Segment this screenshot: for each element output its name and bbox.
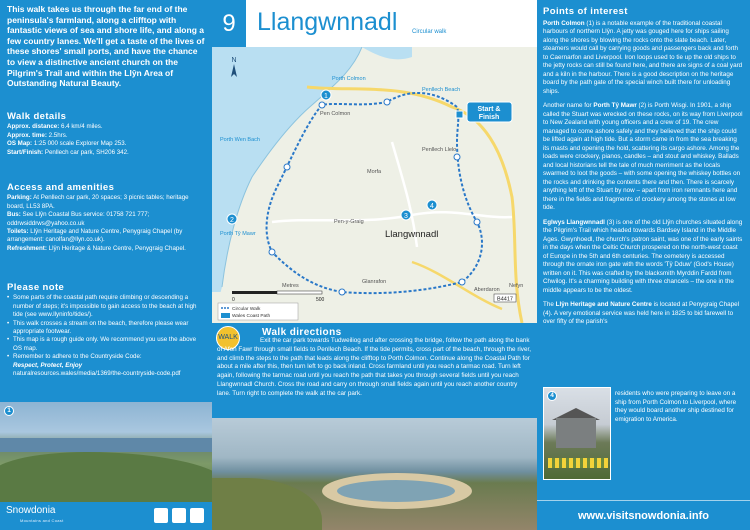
walk-number: 9 (212, 0, 246, 47)
label-llangwnnadl: Llangwnnadl (385, 229, 439, 240)
label-porth-wen-bach: Porth Wen Bach (220, 137, 260, 143)
poi-heading: Points of interest (543, 6, 628, 17)
note-item: • Some parts of the coastal path require climbing or descending a number of steps; it's impossible to gain access to the beach at high tide (see www.llyninfo/tides/). (7, 294, 206, 319)
walk-title: Llangwnnadl (257, 8, 398, 36)
road-label: B4417 (497, 296, 513, 303)
legend-walk: Circular Walk (232, 307, 261, 312)
code-link[interactable]: naturalresources.wales/media/1369/the-countryside-code.pdf (13, 370, 181, 378)
note-item: • Remember to adhere to the Countryside Code: (7, 353, 206, 361)
scale-500: 500 (316, 297, 325, 303)
walk-map (212, 47, 537, 323)
left-footer (0, 502, 212, 530)
partner-logo-icon (172, 508, 186, 523)
divider (537, 500, 750, 501)
label-aberdaron: Aberdaron (474, 287, 500, 293)
access-heading: Access and amenities (7, 182, 115, 193)
photo-badge: 4 (547, 391, 557, 401)
label-nefyn: Nefyn (509, 283, 524, 289)
poi-3: Eglwys Llangwnnadl (3) is one of the old Llŷn churches situated along the Pilgrim's Trail which headed towards Bardsey Island in the Middle Ages. Gwynhoedl, the church's patron saint, was one of the early saints in the days when the Celtic Church prospered on the north-west coast of Europe in the 5th and 6th centuries. The cemetery is accessed through the ornate iron gate with the words 'Tŷ Dduw' (God's House) written on it. This was crafted by the blacksmith Myrddin Fardd from Chwilog. It's a charming building with three chancels – the one in the middle appears to be the oldest. (543, 218, 743, 294)
access-row: Parking: At Penllech car park, 20 spaces; 3 picnic tables; heritage board, LL53 8PA. (7, 194, 189, 210)
note-heading: Please note (7, 282, 65, 293)
label-glanrafon: Glanrafon (362, 279, 387, 285)
directions-heading: Walk directions (262, 327, 342, 338)
partner-logo-icon (154, 508, 168, 523)
marker-3: 3 (404, 213, 408, 220)
walk-subtitle: Circular walk (412, 29, 447, 35)
access-row: Refreshment: Llŷn Heritage & Nature Centre, Penygraig Chapel. (7, 244, 186, 252)
points-of-interest (543, 8, 744, 333)
label-pen-y-graig: Pen-y-Graig (334, 219, 364, 225)
marker-2: 2 (230, 217, 234, 224)
beach-photo (212, 418, 537, 530)
note-section (0, 284, 212, 378)
chapel-photo (543, 387, 611, 480)
poi-1: Porth Colmon (1) is a notable example of the traditional coastal harbours of northern Llŷn. A jetty was gouged here for ships sailing along the shores by blowing the rocks onto the slate beach. Later, steamers would call by carrying goods and passengers back and forth to Caernarfon and Liverpool. Iron loops used to tie up the old ships to the jetty rocks can still be found here, and there are signs of a coal yard and a kiln in the harbour. There is a good description on the heritage board by the path gate of the special winch built there for unloading ships. (543, 19, 743, 95)
walk-details-section (0, 113, 212, 157)
brand-subtitle: Mountains and Coast (20, 518, 64, 523)
label-metres: Metres (282, 283, 299, 289)
detail-row: Approx. distance: 6.4 km/4 miles. (7, 123, 103, 131)
access-row: Bus: See Llŷn Coastal Bus service: 01758 721 777; oddrwsiddrws@yahoo.co.uk (7, 211, 150, 227)
detail-row: OS Map: 1:25 000 scale Explorer Map 253. (7, 140, 127, 148)
map-svg (212, 47, 537, 323)
intro-text: This walk takes us through the far end of the peninsula's farmland, along a clifftop with fantastic views of sea and shore life, and along a few country lanes. We'll get a taste of the lives of these shores' small ports, and have the chance to view a distinctive ancient church on the Pilgrim's Trail and within the Llŷn Area of Outstanding Natural Beauty. (7, 4, 205, 89)
note-item: • This map is a rough guide only. We recommend you use the above OS map. (7, 336, 206, 353)
directions-text: Exit the car park towards Tudweiliog and after crossing the bridge, follow the path along the bank of Afon Fawr through small fields to Penllech Beach. If the tide permits, cross part of the beach, through the river, and climb the steps to the path that leads along the clifftop to Porth Colmon. Continue along the Coastal Path for about a mile after this, then turn left to go back inland. Cross farmland until you reach a tarmac road. Turn left again, following the tarmac road until you reach the path that takes you through several fields until you reach Llangwnnadl Church. Cross the road and carry on through small fields again until you reach another country lane. Turn right to complete the walk at the car park. (217, 337, 531, 397)
label-morfa: Morfa (367, 169, 382, 175)
partner-logo-icon (190, 508, 204, 523)
detail-row: Start/Finish: Penllech car park, SH206 342. (7, 148, 129, 156)
countryside-code: Respect, Protect, Enjoy (13, 361, 83, 369)
label-porth-colmon: Porth Colmon (332, 76, 366, 82)
label-penllech-beach: Penllech Beach (422, 87, 461, 93)
label-porth-ty-mawr: Porth Tŷ Mawr (220, 231, 256, 237)
poi-2: Another name for Porth Tŷ Mawr (2) is Porth Wisgi. In 1901, a ship called the Stuart was wrecked on these rocks, on its way from Liverpool to New Zealand with young officers and a crew of 19. The crew managed to come ashore safely and they believed that the ship could be lifted again at high tide. But a storm came in from the sea breaking its masts and opening the hold, scattering its cargo ashore. Among the loads were crockery, pianos, candles – and stout and whiskey. Ballads and local historians tell the tale of much merriment as the locals swarmed to loot the goods – with some opening the whiskey bottles on the rocks and drinking the contents there and then. There is scarcely anything left of the Stuart by now – apart from iron remnants here and there in the fields and fragments of crockery among the stones at low tide. (543, 102, 743, 211)
brand-name: Snowdonia (6, 505, 56, 516)
label-penllech-llelo: Penllech Llelo (422, 147, 457, 153)
access-row: Toilets: Llŷn Heritage and Nature Centre, Penygraig Chapel (by arrangement: canolfan@llyn.co.uk). (7, 228, 183, 244)
start-label: Start & (477, 106, 501, 113)
walk-icon: WALK (216, 326, 240, 350)
compass-label: N (231, 57, 237, 64)
website-link[interactable]: www.visitsnowdonia.info (578, 510, 709, 522)
coast-photo (0, 402, 212, 502)
legend-path: Wales Coast Path (232, 314, 271, 319)
finish-label: Finish (478, 114, 500, 121)
parking-icon (456, 111, 463, 118)
note-item: • This walk crosses a stream on the beach, therefore please wear appropriate footwear. (7, 320, 206, 337)
marker-1: 1 (324, 93, 328, 100)
label-pen-colmon: Pen Colmon (320, 111, 351, 117)
walk-details-heading: Walk details (7, 111, 67, 122)
walk-directions (212, 323, 537, 418)
detail-row: Approx. time: 2.5hrs. (7, 131, 68, 139)
scale-0: 0 (232, 297, 235, 303)
access-section (0, 184, 212, 253)
photo-badge: 1 (4, 406, 14, 416)
poi-4: The Llŷn Heritage and Nature Centre is located at Penygraig Chapel (4). A very emotional service was held here in 1825 to bid farewell to over fifty of the parish's (543, 301, 740, 325)
poi-4-continued: residents who were preparing to leave on a ship from Porth Colmon to Liverpool, where they would board another ship destined for emigration to America. (615, 390, 737, 423)
marker-4: 4 (430, 203, 434, 210)
